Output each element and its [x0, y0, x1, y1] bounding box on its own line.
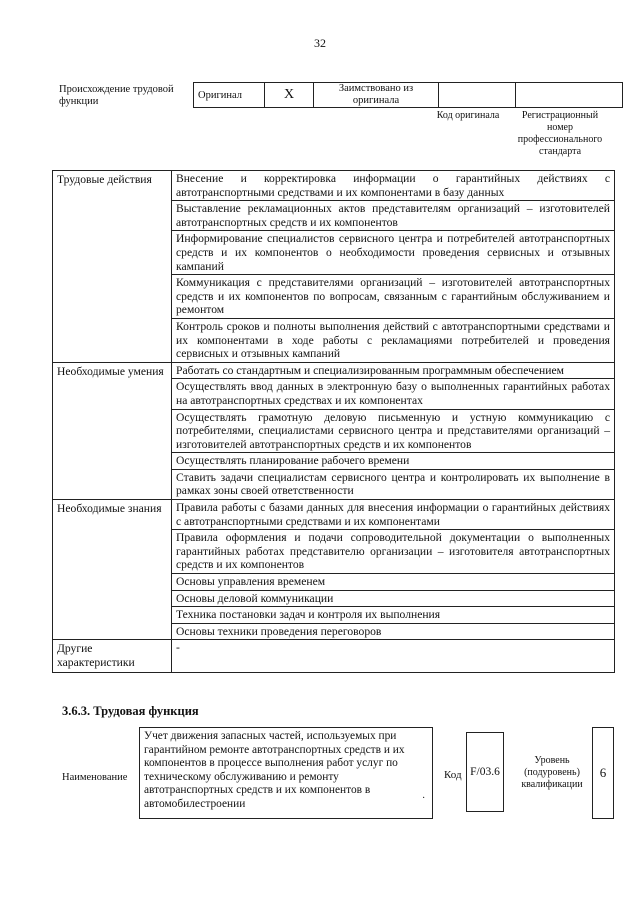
item-cell: Контроль сроков и полноты выполнения действий с автотранспортными средствами и их компонентами в ходе работы с рекламациями потребителей и проведения сервисных и отзывных кампаний: [172, 318, 615, 362]
item-cell: Основы деловой коммуникации: [172, 590, 615, 607]
code-original-label: Код оригинала: [436, 110, 500, 121]
item-cell: Работать со стандартным и специализированным программным обеспечением: [172, 362, 615, 379]
item-cell: Правила оформления и подачи сопроводительной документации о выполненных гарантийных работах представителю организации – изготовителя автотранспортных средств и их компонентов: [172, 530, 615, 574]
table-row: [53, 362, 615, 379]
function-name: Учет движения запасных частей, используемых при гарантийном ремонте автотранспортных средств и их компонентов в процессе выполнения работ услуг по техническому обслуживанию и ремонту автотранспортных средств и их компонентов в автомобилестроении: [139, 727, 433, 819]
item-cell: -: [172, 640, 615, 672]
labor-function-table: [52, 170, 615, 673]
table-row: [53, 171, 615, 201]
origin-label: Происхождение трудовой функции: [59, 84, 174, 107]
stray-mark: ·: [422, 793, 426, 804]
item-cell: Техника постановки задач и контроля их выполнения: [172, 607, 615, 624]
item-cell: Коммуникация с представителями организаций – изготовителей автотранспортных средств и их компонентов по вопросам, связанным с гарантийным обслуживанием и ремонтом: [172, 275, 615, 319]
function-code: F/03.6: [466, 732, 504, 812]
item-cell: Информирование специалистов сервисного центра и потребителей автотранспортных средств и их компонентов о необходимости проведения сервисных и отзывных кампаний: [172, 231, 615, 275]
item-cell: Правила работы с базами данных для внесения информации о гарантийных действиях с автотранспортными средствами и их компонентами: [172, 500, 615, 530]
origin-mark: X: [265, 83, 314, 108]
page-number: 32: [314, 36, 326, 50]
origin-code-cell: [439, 83, 516, 108]
level-label: Уровень (подуровень) квалификации: [521, 755, 583, 790]
name-label: Наименование: [62, 772, 128, 783]
section-title: 3.6.3. Трудовая функция: [62, 704, 199, 718]
item-cell: Внесение и корректировка информации о гарантийных действиях с автотранспортными средствами и их компонентами в базу данных: [172, 171, 615, 201]
item-cell: Осуществлять планирование рабочего времени: [172, 453, 615, 470]
code-label: Код: [444, 769, 462, 781]
item-cell: Основы техники проведения переговоров: [172, 623, 615, 640]
item-cell: Ставить задачи специалистам сервисного центра и контролировать их выполнение в рамках зоны своей ответственности: [172, 469, 615, 499]
category-cell: Необходимые умения: [53, 362, 172, 499]
item-cell: Осуществлять ввод данных в электронную базу о выполненных гарантийных работах на автотранспортных средствах и их компонентах: [172, 379, 615, 409]
table-row: [53, 500, 615, 530]
origin-table: [193, 82, 623, 108]
item-cell: Осуществлять грамотную деловую письменную и устную коммуникацию с потребителями, специалистами сервисного центра и представителями организаций – изготовителей автотранспортных средств и их компонентов: [172, 409, 615, 453]
category-cell: Трудовые действия: [53, 171, 172, 363]
table-row: [53, 640, 615, 672]
origin-original-cell: Оригинал: [194, 83, 265, 108]
item-cell: Основы управления временем: [172, 574, 615, 591]
qualification-level: 6: [592, 727, 614, 819]
reg-number-label: Регистрационный номер профессионального стандарта: [517, 110, 603, 157]
item-cell: Выставление рекламационных актов представителям организаций – изготовителей автотранспортных средств и их компонентов: [172, 201, 615, 231]
origin-borrowed-cell: Заимствовано из оригинала: [314, 83, 439, 108]
origin-reg-cell: [516, 83, 623, 108]
category-cell: Другие характеристики: [53, 640, 172, 672]
category-cell: Необходимые знания: [53, 500, 172, 640]
